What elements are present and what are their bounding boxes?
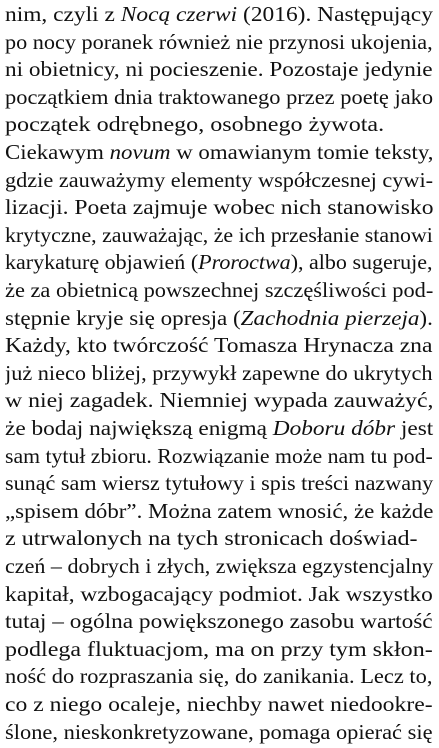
text-segment: z utrwalonych na tych stronicach doświad- <box>5 526 418 551</box>
text-segment: lizacji. Poeta zajmuje wobec nich stanowisko <box>5 195 434 220</box>
text-segment: Ciekawym <box>5 140 110 164</box>
text-segment: ni obietnicy, ni pocieszenie. Pozostaje jedynie <box>5 57 433 82</box>
italic-title: Doboru dóbr <box>272 416 396 440</box>
italic-title: Proroctwa <box>198 250 291 275</box>
text-segment: Każdy, kto twórczość Tomasza Hrynacza zna <box>5 333 433 358</box>
italic-title: Nocą czerwi <box>120 2 238 26</box>
text-line <box>5 83 433 111</box>
text-line <box>5 221 433 249</box>
text-segment: w niej zagadek. Niemniej wypada zauważyć, <box>5 388 434 413</box>
text-segment: jest <box>395 416 434 440</box>
text-segment: nim, czyli z <box>5 2 121 26</box>
text-segment: stępnie kryje się opresja ( <box>5 305 241 330</box>
text-segment: podlega fluktuacjom, ma on przy tym skłon- <box>5 636 433 661</box>
text-segment: ), albo sugeruje, <box>290 250 433 275</box>
text-segment: gdzie zauważymy elementy współczesnej cywi- <box>5 167 434 192</box>
text-segment: sam tytuł zbioru. Rozwiązanie może nam tu pod- <box>5 443 433 468</box>
text-line <box>5 304 433 332</box>
italic-title: Zachodnia pierzeja <box>240 305 420 330</box>
text-segment: (2016). Następujący <box>237 2 433 26</box>
text-segment: „spisem dóbr”. Można zatem wnosić, że każde <box>5 498 434 523</box>
text-line <box>5 248 433 276</box>
text-line <box>5 552 433 580</box>
text-segment: kapitał, wzbogacający podmiot. Jak wszystko <box>5 581 433 606</box>
text-segment: ność do rozpraszania się, do zanikania. Lecz to, <box>5 664 433 689</box>
text-line <box>5 55 433 83</box>
text-page <box>5 0 435 748</box>
text-line <box>5 690 433 718</box>
text-segment: w omawianym tomie teksty, <box>170 140 434 164</box>
text-segment: już nieco bliżej, przywykł zapewne do ukrytych <box>5 360 433 385</box>
text-line <box>5 580 433 608</box>
italic-title: novum <box>109 140 171 164</box>
text-line <box>5 469 433 497</box>
text-segment: sunąć sam wiersz tytułowy i spis treści nazwany <box>5 471 434 496</box>
text-line <box>5 359 433 387</box>
text-line <box>5 442 433 470</box>
text-line <box>5 28 433 56</box>
text-segment: krytyczne, zauważając, że ich przesłanie stanowi <box>5 222 433 247</box>
text-segment: czeń – dobrych i złych, zwiększa egzystencjalny <box>5 554 434 578</box>
text-line <box>5 331 432 359</box>
text-segment: karykaturę objawień ( <box>5 250 199 275</box>
text-segment: początkiem dnia traktowanego przez poetę jako <box>5 84 434 109</box>
text-line <box>5 414 433 442</box>
text-line <box>5 138 433 166</box>
text-line <box>5 386 433 414</box>
text-line <box>5 524 418 552</box>
text-line <box>5 635 433 663</box>
text-line <box>5 497 433 525</box>
text-line <box>5 718 433 746</box>
text-line <box>5 166 433 194</box>
text-line <box>5 0 433 28</box>
text-segment: tutaj – ogólna powiększonego zasobu wartość <box>5 609 433 634</box>
text-line <box>5 110 384 138</box>
text-segment: że za obietnicą powszechnej szczęśliwości pod- <box>5 278 434 302</box>
text-segment: ślone, nieskonkretyzowane, pomaga opierać się <box>5 719 433 744</box>
text-segment: początek odrębnego, osobnego żywota. <box>5 112 385 137</box>
text-segment: po nocy poranek również nie przynosi ukojenia, <box>5 29 433 54</box>
text-line <box>5 607 433 635</box>
text-segment: że bodaj największą enigmą <box>5 416 273 440</box>
text-line <box>5 662 433 690</box>
text-segment: co z niego ocaleje, niechby nawet niedookre- <box>5 692 433 716</box>
text-segment: ). <box>419 305 433 330</box>
text-line <box>5 193 434 221</box>
text-line <box>5 276 433 304</box>
